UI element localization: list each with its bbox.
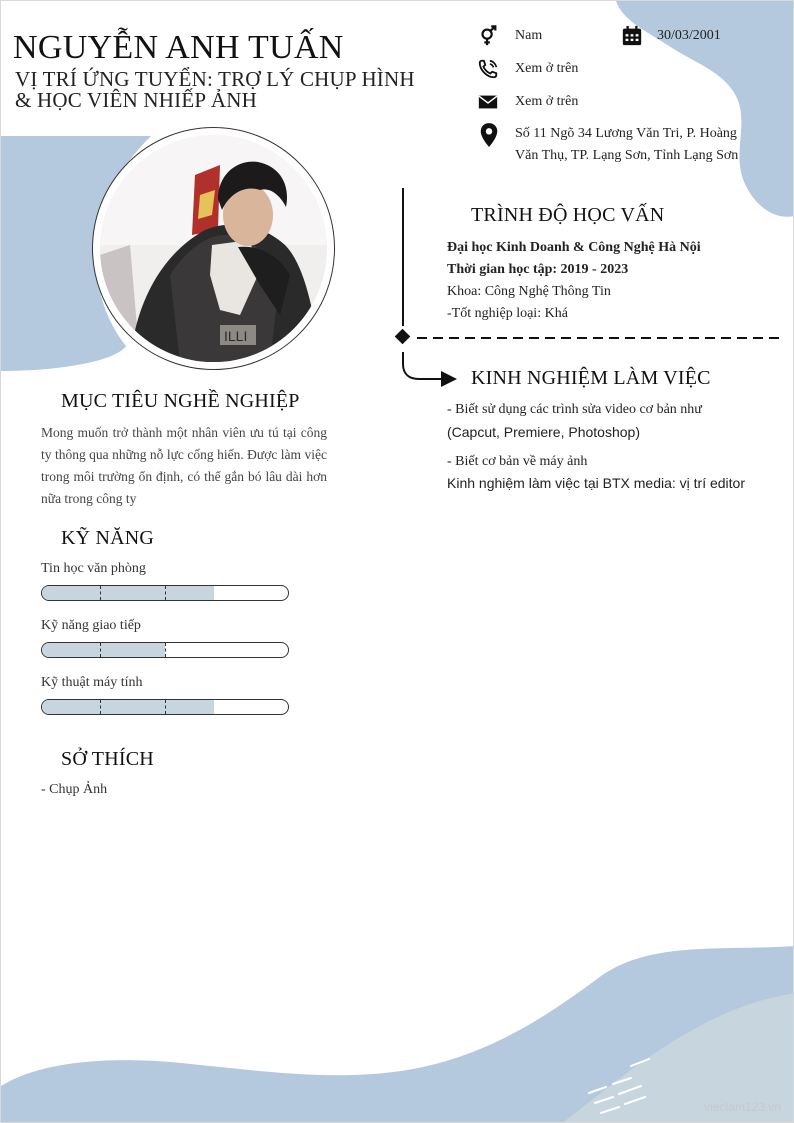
experience-line: - Biết cơ bản về máy ảnh: [447, 454, 588, 469]
education-school: Đại học Kinh Doanh & Công Nghệ Hà Nội: [447, 240, 701, 255]
gender-value: Nam: [515, 28, 543, 43]
experience-title: KINH NGHIỆM LÀM VIỆC: [471, 367, 711, 389]
email-value: Xem ở trên: [515, 94, 579, 109]
skill-bar: [41, 585, 289, 601]
candidate-name: NGUYỄN ANH TUẤN: [13, 29, 344, 66]
address-value: [515, 123, 765, 167]
svg-text:ILLI: ILLI: [224, 328, 248, 344]
email-icon: [477, 91, 499, 113]
experience-line: Kinh nghiệm làm việc tại BTX media: vị trí editor: [447, 475, 746, 491]
education-title: TRÌNH ĐỘ HỌC VẤN: [471, 204, 665, 226]
skill-label: Kỹ năng giao tiếp: [41, 618, 141, 633]
experience-line: (Capcut, Premiere, Photoshop): [447, 424, 640, 440]
education-grade: -Tốt nghiệp loại: Khá: [447, 306, 568, 321]
gender-icon: [477, 25, 499, 47]
objective-text: Mong muốn trở thành một nhân viên ưu tú tại công ty thông qua những nỗ lực cống hiến. Được làm việc trong môi trường ổn định, có thể gắn bó lâu dài hơn nữa trong công ty: [41, 425, 327, 506]
experience-line: - Biết sử dụng các trình sửa video cơ bản như: [447, 402, 702, 417]
position-title: [15, 69, 475, 111]
address-line2: Văn Thụ, TP. Lạng Sơn, Tỉnh Lạng Sơn: [515, 148, 739, 163]
position-title-line2: & HỌC VIÊN NHIẾP ẢNH: [15, 88, 257, 112]
phone-icon: [477, 58, 499, 80]
birthday-value: 30/03/2001: [657, 28, 721, 43]
education-period: Thời gian học tập: 2019 - 2023: [447, 262, 629, 277]
skill-bar-fill: [42, 700, 214, 714]
education-faculty: Khoa: Công Nghệ Thông Tin: [447, 284, 611, 299]
phone-value: Xem ở trên: [515, 61, 579, 76]
skill-label: Kỹ thuật máy tính: [41, 675, 143, 690]
skill-bar: [41, 699, 289, 715]
watermark: vieclam123.vn: [704, 1100, 781, 1114]
skill-label: Tin học văn phòng: [41, 561, 146, 576]
skill-bar-fill: [42, 586, 214, 600]
hobbies-title: SỞ THÍCH: [61, 748, 154, 770]
calendar-icon: [621, 25, 643, 47]
profile-photo: [100, 135, 327, 362]
position-title-line1: VỊ TRÍ ỨNG TUYỂN: TRỢ LÝ CHỤP HÌNH: [15, 67, 415, 91]
portrait-illustration: [100, 135, 327, 362]
skills-title: KỸ NĂNG: [61, 527, 155, 549]
hobbies-text: - Chụp Ảnh: [41, 782, 108, 797]
location-icon: [478, 122, 500, 148]
skill-bar: [41, 642, 289, 658]
skill-bar-fill: [42, 643, 165, 657]
objective-title: MỤC TIÊU NGHỀ NGHIỆP: [61, 390, 300, 412]
address-line1: Số 11 Ngõ 34 Lương Văn Tri, P. Hoàng: [515, 126, 737, 141]
